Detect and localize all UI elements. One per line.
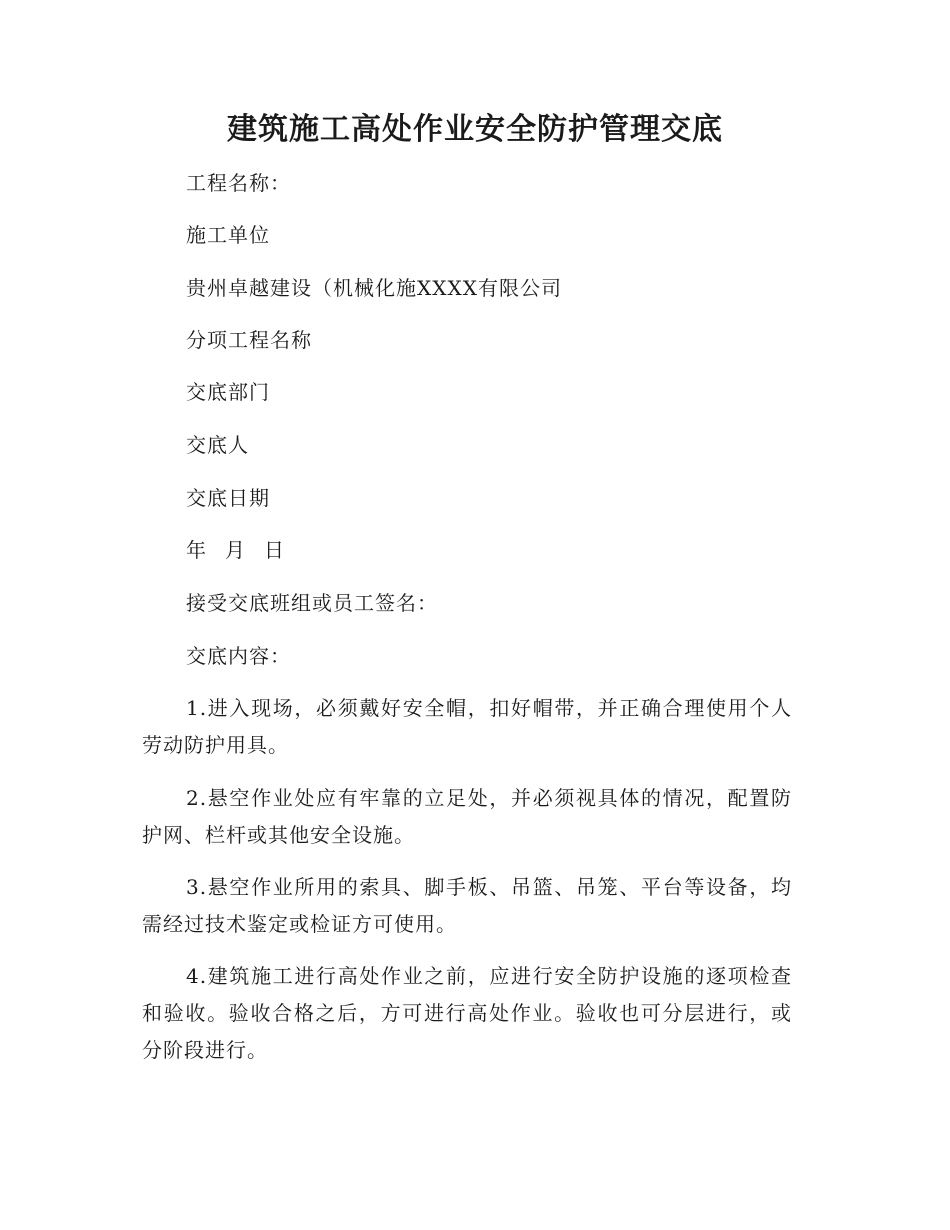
content-item-4: 4.建筑施工进行高处作业之前，应进行安全防护设施的逐项检查和验收。验收合格之后，方可进行高处作业。验收也可分层进行，或分阶段进行。 xyxy=(142,964,792,1062)
date-year: 年 xyxy=(186,538,207,562)
date-month: 月 xyxy=(225,538,246,562)
content-label: 交底内容： xyxy=(186,644,291,668)
project-name-field: 工程名称： xyxy=(186,171,291,195)
company-name: 贵州卓越建设（机械化施XXXX有限公司 xyxy=(186,276,562,300)
date-day: 日 xyxy=(264,538,285,562)
date-placeholder xyxy=(186,536,285,564)
content-item-1: 1.进入现场，必须戴好安全帽，扣好帽带，并正确合理使用个人劳动防护用具。 xyxy=(142,696,792,757)
document-title: 建筑施工高处作业安全防护管理交底 xyxy=(227,112,723,147)
team-signature-field: 接受交底班组或员工签名： xyxy=(186,591,438,615)
discloser-field: 交底人 xyxy=(186,433,249,457)
sub-project-name-field: 分项工程名称 xyxy=(186,328,312,352)
content-item-2: 2.悬空作业处应有牢靠的立足处，并必须视具体的情况，配置防护网、栏杆或其他安全设施。 xyxy=(142,786,792,847)
disclosure-date-field: 交底日期 xyxy=(186,486,270,510)
content-item-3: 3.悬空作业所用的索具、脚手板、吊篮、吊笼、平台等设备，均需经过技术鉴定或检证方可使用。 xyxy=(142,875,792,936)
construction-unit-field: 施工单位 xyxy=(186,223,270,247)
disclosure-dept-field: 交底部门 xyxy=(186,380,270,404)
